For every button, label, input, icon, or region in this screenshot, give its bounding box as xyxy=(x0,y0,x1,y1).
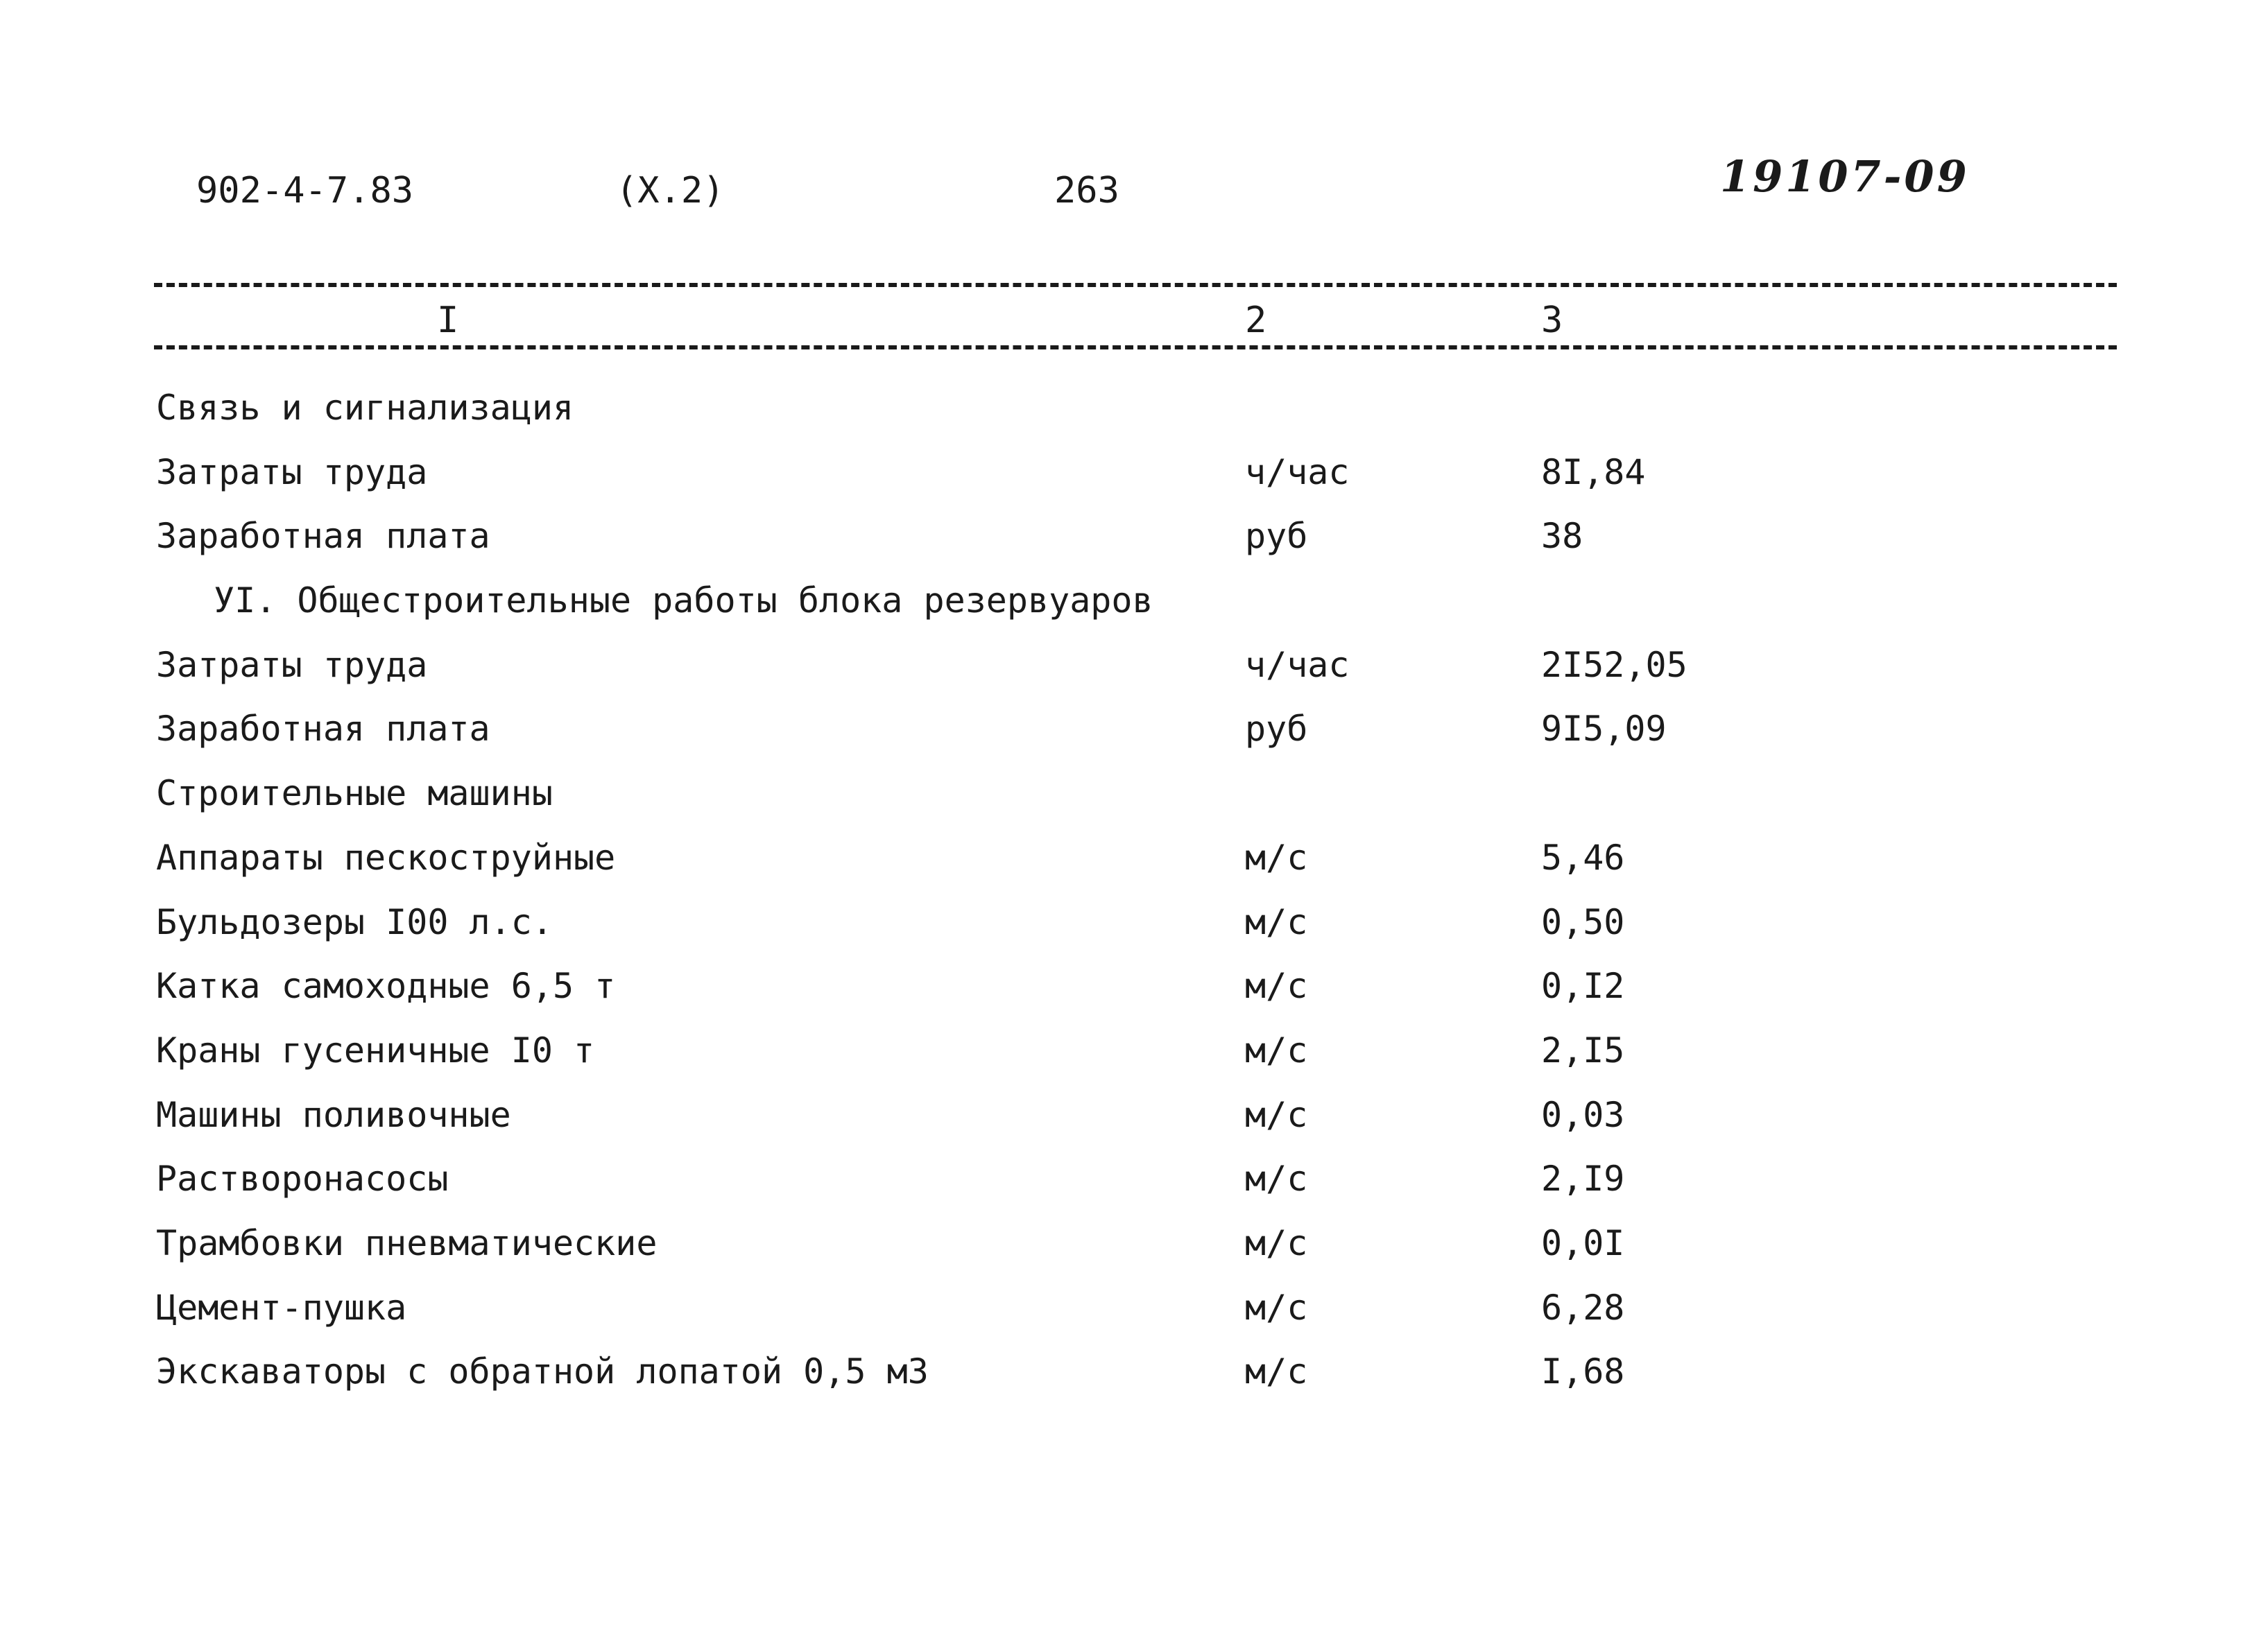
row-unit: м/с xyxy=(1245,966,1308,1007)
row-name: Заработная плата xyxy=(156,709,490,750)
row-unit: м/с xyxy=(1245,901,1308,942)
row-value: 0,I2 xyxy=(1541,966,1625,1007)
table-row xyxy=(0,837,2268,901)
row-unit: м/с xyxy=(1245,1094,1308,1135)
row-name: Машины поливочные xyxy=(156,1094,511,1135)
document-part: (X.2) xyxy=(616,170,725,211)
row-name: Аппараты пескоструйные xyxy=(156,837,616,878)
row-name: Трамбовки пневматические xyxy=(156,1222,658,1263)
row-name: Растворонасосы xyxy=(156,1159,449,1200)
row-unit: м/с xyxy=(1245,1159,1308,1200)
table-row xyxy=(0,1287,2268,1351)
row-value: 9I5,09 xyxy=(1541,709,1667,750)
table-row xyxy=(0,1158,2268,1222)
column-header-3: 3 xyxy=(1541,300,1563,341)
row-value: 0,03 xyxy=(1541,1094,1625,1135)
page-number: 263 xyxy=(1054,170,1119,211)
row-unit: ч/час xyxy=(1245,644,1350,685)
row-name: Затраты труда xyxy=(156,451,428,492)
row-name: Бульдозеры I00 л.с. xyxy=(156,901,553,942)
row-value: 0,50 xyxy=(1541,901,1625,942)
row-name: Заработная плата xyxy=(156,516,490,557)
column-header-2: 2 xyxy=(1245,300,1267,341)
table-row xyxy=(0,1030,2268,1094)
row-value: 0,0I xyxy=(1541,1222,1625,1263)
table-row xyxy=(0,772,2268,837)
table-row xyxy=(0,1094,2268,1159)
column-header-1: I xyxy=(437,300,459,341)
row-value: 2,I5 xyxy=(1541,1030,1625,1071)
handwritten-stamp-number: 19107-09 xyxy=(1720,151,1970,202)
row-name: Строительные машины xyxy=(156,773,553,814)
row-unit: м/с xyxy=(1245,1222,1308,1263)
row-value: 2,I9 xyxy=(1541,1159,1625,1200)
table-row xyxy=(0,901,2268,966)
row-value: 8I,84 xyxy=(1541,451,1646,492)
table-row xyxy=(0,708,2268,772)
row-unit: руб xyxy=(1245,516,1308,557)
row-name: Экскаваторы с обратной лопатой 0,5 м3 xyxy=(156,1351,929,1392)
row-unit: м/с xyxy=(1245,1030,1308,1071)
table-row xyxy=(0,1351,2268,1415)
table-row xyxy=(0,644,2268,709)
row-unit: м/с xyxy=(1245,1287,1308,1328)
row-value: 6,28 xyxy=(1541,1287,1625,1328)
row-name: Катка самоходные 6,5 т xyxy=(156,966,616,1007)
table-row xyxy=(0,1222,2268,1287)
table-row xyxy=(0,580,2268,644)
document-number: 902-4-7.83 xyxy=(196,170,414,211)
table-top-rule xyxy=(154,283,2117,287)
row-unit: руб xyxy=(1245,709,1308,750)
table-header-rule xyxy=(154,345,2117,349)
table-row xyxy=(0,451,2268,516)
row-value: 5,46 xyxy=(1541,837,1625,878)
row-unit: м/с xyxy=(1245,837,1308,878)
row-unit: ч/час xyxy=(1245,451,1350,492)
row-name: Затраты труда xyxy=(156,644,428,685)
row-name: Краны гусеничные I0 т xyxy=(156,1030,595,1071)
table-row xyxy=(0,387,2268,451)
row-name: УI. Общестроительные работы блока резервуаров xyxy=(214,580,1153,621)
row-value: 38 xyxy=(1541,516,1583,557)
row-value: 2I52,05 xyxy=(1541,644,1687,685)
table-row xyxy=(0,965,2268,1030)
table-body xyxy=(0,387,2268,1415)
row-name: Цемент-пушка xyxy=(156,1287,407,1328)
row-name: Связь и сигнализация xyxy=(156,388,574,428)
row-unit: м/с xyxy=(1245,1351,1308,1392)
table-row xyxy=(0,515,2268,580)
row-value: I,68 xyxy=(1541,1351,1625,1392)
